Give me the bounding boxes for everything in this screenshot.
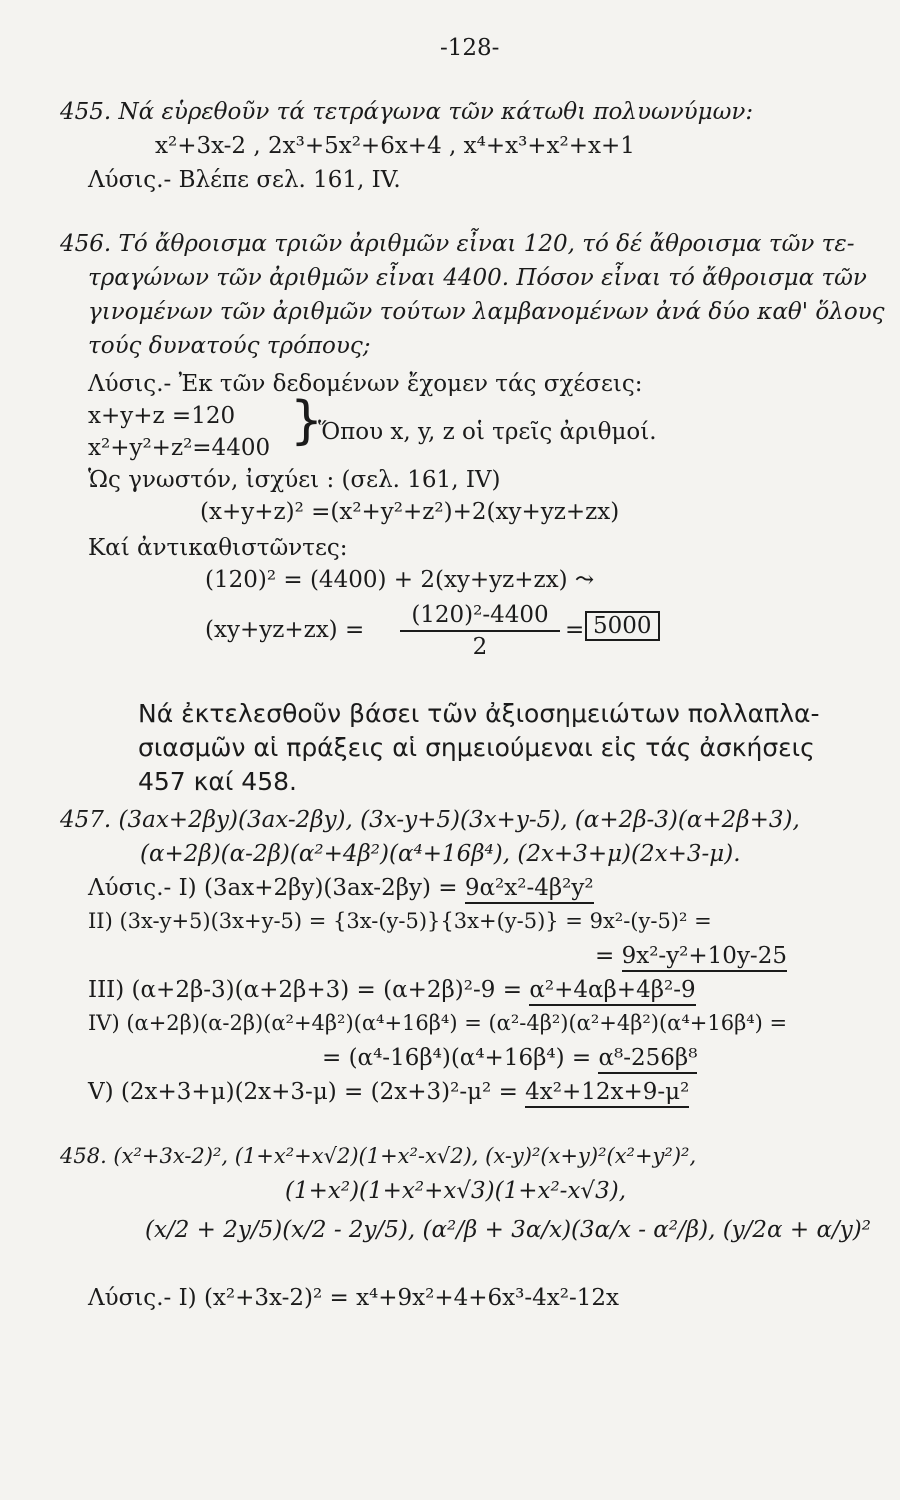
solution-457-iii-lhs: III) (α+2β-3)(α+2β+3) = (α+2β)²-9 =: [88, 977, 522, 1003]
answer-box: [585, 614, 660, 639]
section-heading-line3: 457 καί 458.: [138, 767, 297, 796]
solution-457-v-result: 4x²+12x+9-μ²: [525, 1079, 689, 1108]
exercise-458-statement-line1: 458. (x²+3x-2)², (1+x²+x√2)(1+x²-x√2), (x-y)²(x+y)²(x²+y²)²,: [60, 1144, 697, 1168]
exercise-456-statement-line1: 456. Τό ἄθροισμα τριῶν ἀριθμῶν εἶναι 120, τό δέ ἄθροισμα τῶν τε-: [60, 231, 855, 257]
identity-equation: (x+y+z)² =(x²+y²+z²)+2(xy+yz+zx): [200, 499, 620, 525]
exercise-455-solution: Λύσις.- Βλέπε σελ. 161, IV.: [88, 167, 401, 193]
section-heading-line2: σιασμῶν αἱ πράξεις αἱ σημειούμεναι εἰς τάς ἀσκήσεις: [138, 733, 815, 762]
solution-458-i: Λύσις.- I) (x²+3x-2)² = x⁴+9x²+4+6x³-4x²-12x: [88, 1285, 619, 1311]
solution-457-i-result: 9α²x²-4β²y²: [465, 875, 594, 904]
solution-457-iv-lhs: = (α⁴-16β⁴)(α⁴+16β⁴) =: [322, 1045, 592, 1071]
result-lhs: (xy+yz+zx) =: [205, 617, 365, 643]
variables-note: Ὅπου x, y, z οἱ τρεῖς ἀριθμοί.: [318, 419, 657, 445]
result-fraction: [400, 602, 560, 660]
solution-457-iii: [88, 978, 696, 1003]
solution-457-ii-equals: =: [595, 943, 615, 969]
solution-457-v: [88, 1080, 689, 1105]
curly-brace: }: [290, 391, 324, 451]
answer-value: 5000: [585, 611, 660, 641]
exercise-458-statement-line3: (x/2 + 2y/5)(x/2 - 2y/5), (α²/β + 3α/x)(3α/x - α²/β), (y/2α + α/y)²: [145, 1217, 871, 1243]
exercise-455-polynomials: x²+3x-2 , 2x³+5x²+6x+4 , x⁴+x³+x²+x+1: [155, 133, 635, 159]
solution-457-i-lhs: Λύσις.- I) (3ax+2βy)(3ax-2βy) =: [88, 875, 458, 901]
solution-457-i: [88, 876, 594, 901]
solution-457-iv-value: α⁸-256β⁸: [598, 1045, 697, 1074]
equation-sum: x+y+z =120: [88, 403, 236, 429]
exercise-456-statement-line4: τούς δυνατούς τρόπους;: [88, 333, 371, 359]
exercise-455-statement: 455. Νά εὑρεθοῦν τά τετράγωνα τῶν κάτωθι πολυωνύμων:: [60, 99, 754, 125]
exercise-456-statement-line3: γινομένων τῶν ἀριθμῶν τούτων λαμβανομένων ἀνά δύο καθ' ὅλους: [88, 299, 885, 325]
substitution-equation: (120)² = (4400) + 2(xy+yz+zx) ⤳: [205, 567, 595, 593]
section-heading-line1: Νά ἐκτελεσθοῦν βάσει τῶν ἀξιοσημειώτων πολλαπλα-: [138, 699, 820, 728]
fraction-bar: [400, 630, 560, 632]
fraction-denominator: 2: [472, 634, 488, 660]
solution-457-v-lhs: V) (2x+3+μ)(2x+3-μ) = (2x+3)²-μ² =: [88, 1079, 518, 1105]
substitution-intro: Καί ἀντικαθιστῶντες:: [88, 535, 348, 561]
exercise-456-solution-intro: Λύσις.- Ἐκ τῶν δεδομένων ἔχομεν τάς σχέσεις:: [88, 371, 643, 397]
equation-sum-of-squares: x²+y²+z²=4400: [88, 435, 271, 461]
solution-457-ii-result: [595, 944, 787, 969]
exercise-457-statement-line1: 457. (3ax+2βy)(3ax-2βy), (3x-y+5)(3x+y-5), (α+2β-3)(α+2β+3),: [60, 807, 800, 833]
exercise-457-statement-line2: (α+2β)(α-2β)(α²+4β²)(α⁴+16β⁴), (2x+3+μ)(2x+3-μ).: [140, 841, 741, 867]
exercise-458-statement-line2: (1+x²)(1+x²+x√3)(1+x²-x√3),: [285, 1178, 627, 1204]
solution-457-ii: II) (3x-y+5)(3x+y-5) = {3x-(y-5)}{3x+(y-5)} = 9x²-(y-5)² =: [88, 909, 712, 933]
solution-457-iv-result: [322, 1046, 697, 1071]
solution-457-iii-result: α²+4αβ+4β²-9: [529, 977, 695, 1006]
page-number: -128-: [440, 35, 500, 61]
result-equals: =: [565, 617, 585, 643]
solution-457-ii-value: 9x²-y²+10y-25: [622, 943, 787, 972]
fraction-numerator: (120)²-4400: [411, 602, 549, 628]
known-identity-intro: Ὡς γνωστόν, ἰσχύει : (σελ. 161, IV): [88, 467, 501, 493]
exercise-456-statement-line2: τραγώνων τῶν ἀριθμῶν εἶναι 4400. Πόσον εἶναι τό ἄθροισμα τῶν: [88, 265, 867, 291]
solution-457-iv: IV) (α+2β)(α-2β)(α²+4β²)(α⁴+16β⁴) = (α²-4β²)(α²+4β²)(α⁴+16β⁴) =: [88, 1011, 788, 1035]
